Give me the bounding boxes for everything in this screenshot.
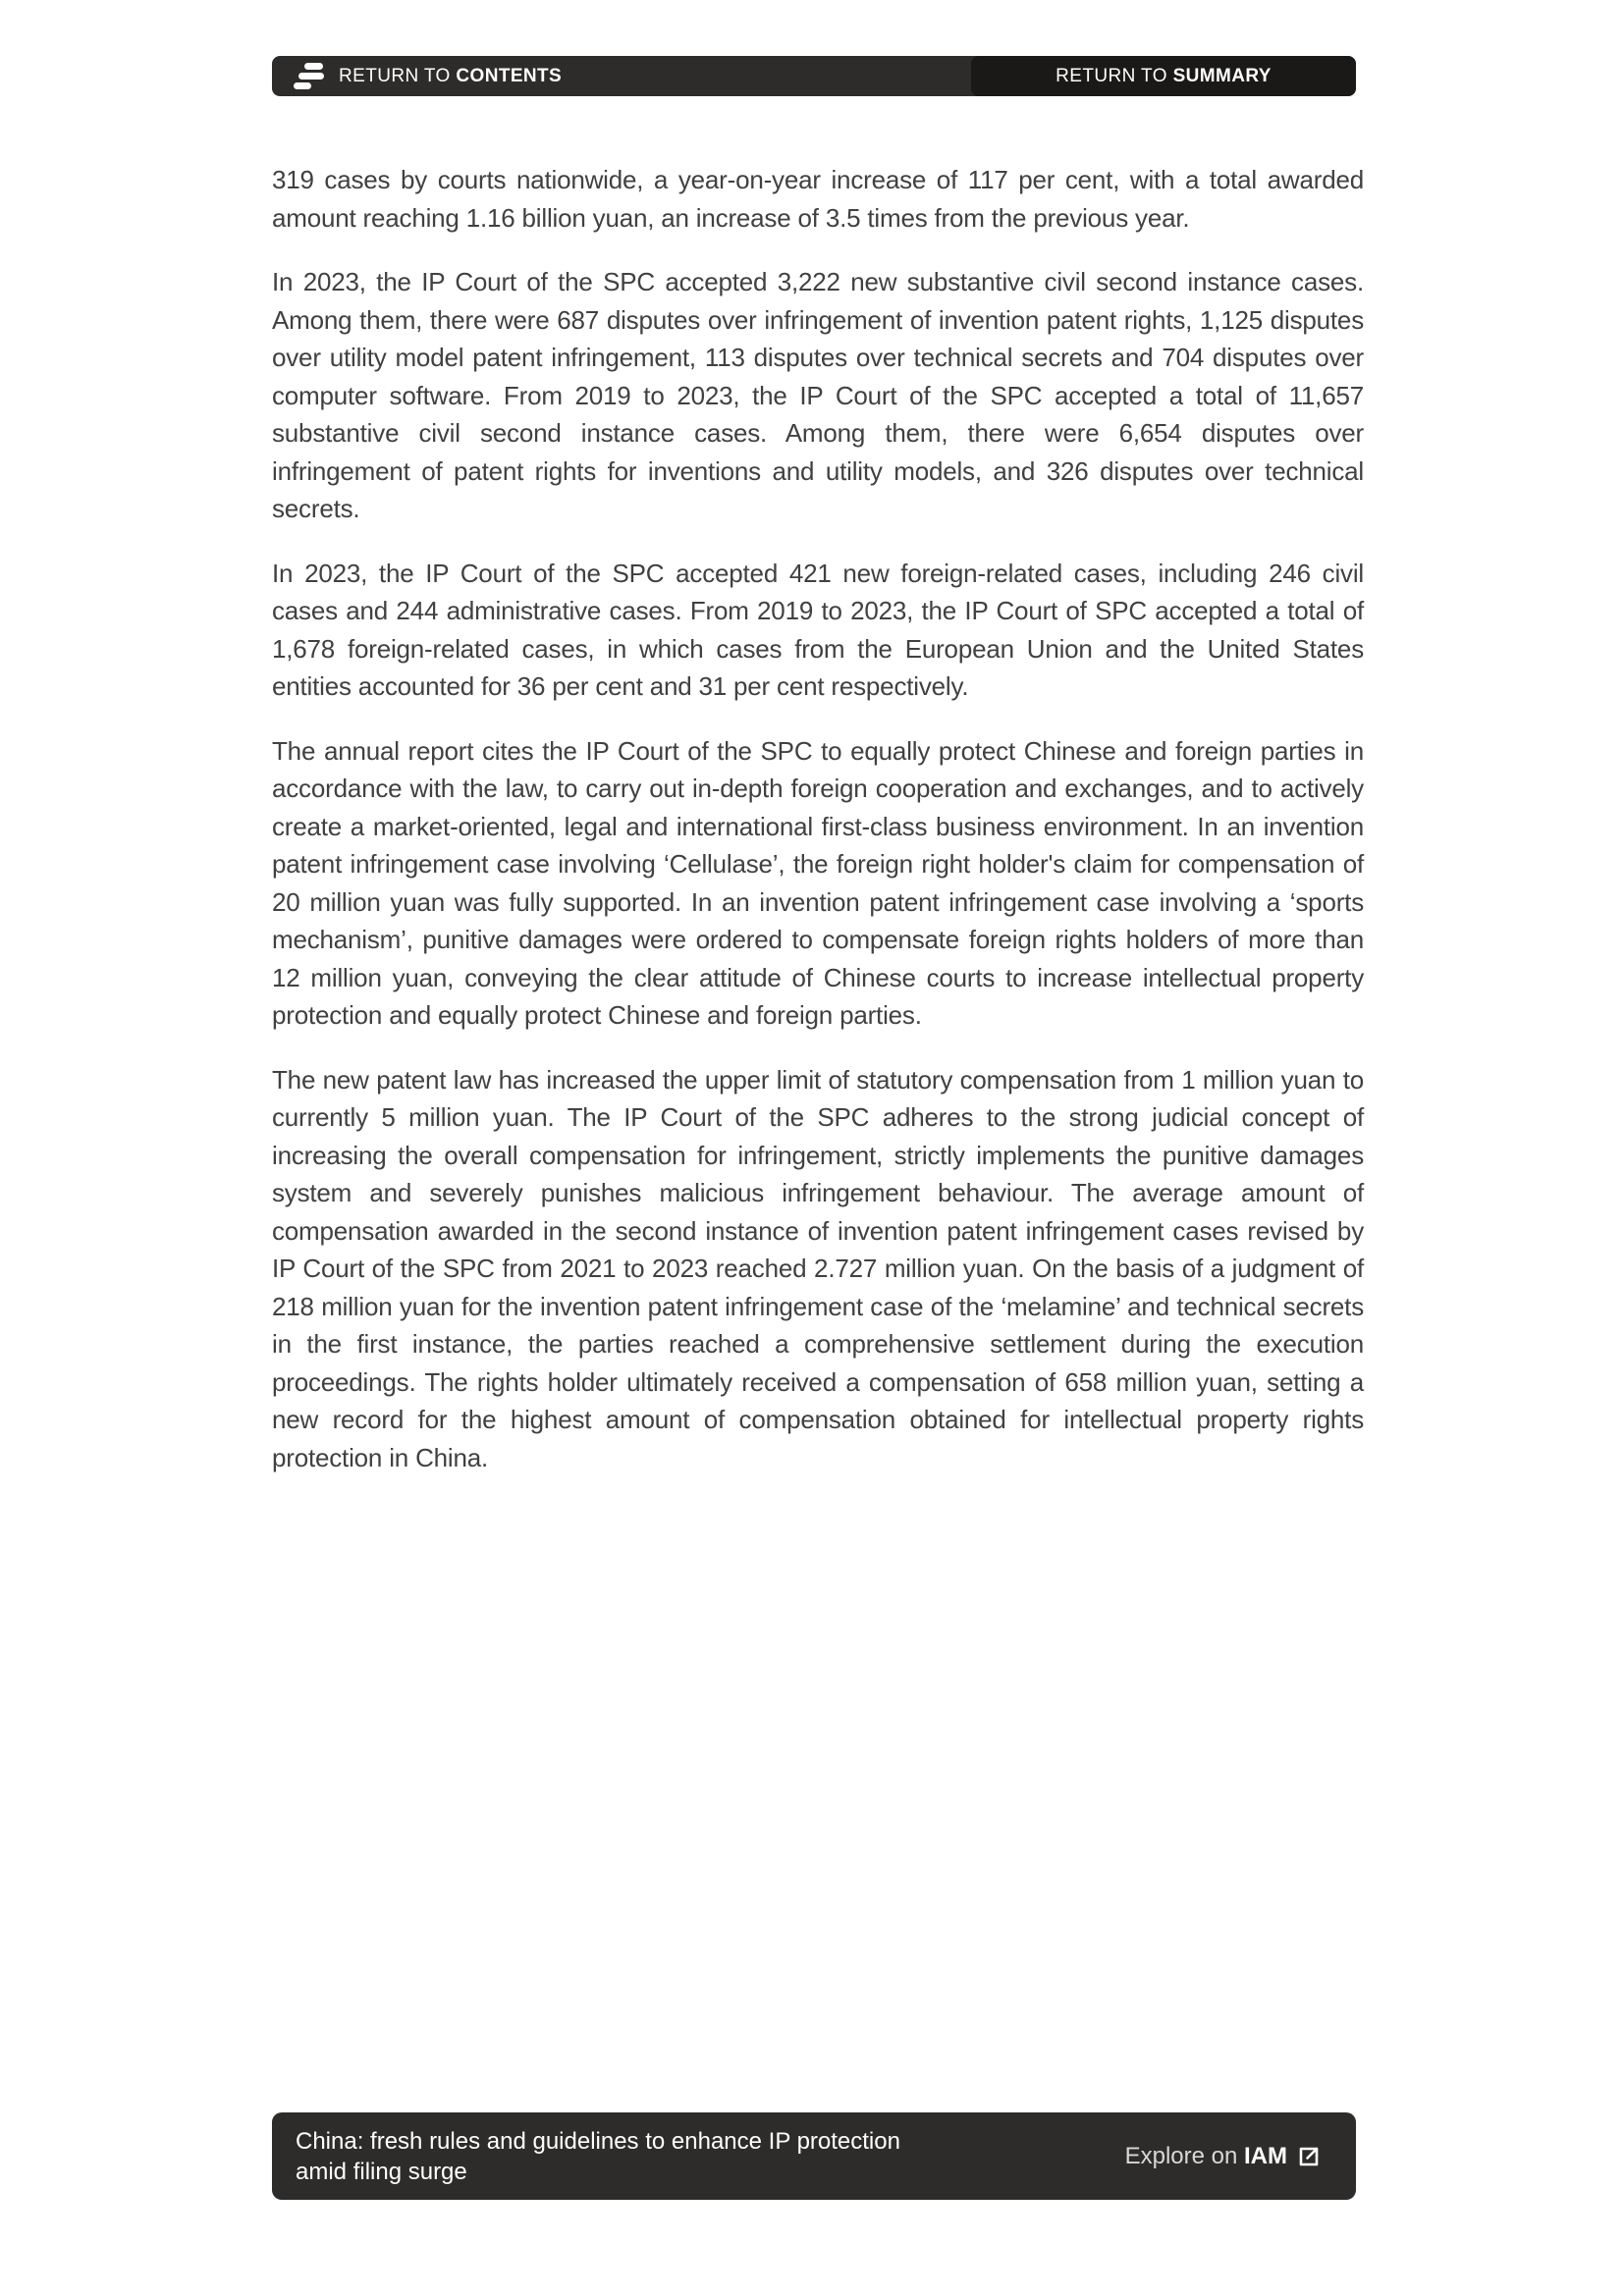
paragraph-new-patent-law: The new patent law has increased the upper limit of statutory compensation from 1 million yuan to currently 5 million yuan. The IP Court of the SPC adheres to the strong judicial concept of increasing the overall compensation for infringement, strictly implements the punitive damages system and severely punishes malicious infringement behaviour. The average amount of compensation awarded in the second instance of invention patent infringement cases revised by IP Court of the SPC from 2021 to 2023 reached 2.727 million yuan. On the basis of a judgment of 218 million yuan for the invention patent infringement case of the ‘melamine’ and technical secrets in the first instance, the parties reached a comprehensive settlement during the execution proceedings. The rights holder ultimately received a compensation of 658 million yuan, setting a new record for the highest amount of compensation obtained for intellectual property rights protection in China. bbox=[272, 1064, 1364, 1472]
paragraph-foreign-related-cases: In 2023, the IP Court of the SPC accepted 421 new foreign-related cases, including 246 civil cases and 244 administrative cases. From 2019 to 2023, the IP Court of SPC accepted a total of 1,678 foreign-related cases, in which cases from the European Union and the United States entities accounted for 36 per cent and 31 per cent respectively. bbox=[272, 558, 1364, 701]
paragraph-annual-report: The annual report cites the IP Court of the SPC to equally protect Chinese and foreign parties in accordance with the law, to carry out in-depth foreign cooperation and exchanges, and to actively create a market-oriented, legal and international first-class business environment. In an invention patent infringement case involving ‘Cellulase’, the foreign right holder's claim for compensation of 20 million yuan was fully supported. In an invention patent infringement case involving a ‘sports mechanism’, punitive damages were ordered to compensate foreign rights holders of more than 12 million yuan, conveying the clear attitude of Chinese courts to increase intellectual property protection and equally protect Chinese and foreign parties. bbox=[272, 735, 1364, 1030]
article-body bbox=[272, 161, 1364, 1503]
top-nav-bar bbox=[272, 56, 1356, 96]
explore-on-iam-label: Explore on IAM bbox=[1124, 2142, 1287, 2169]
explore-on-iam-link[interactable] bbox=[1125, 2143, 1321, 2170]
return-to-contents-label: RETURN TO CONTENTS bbox=[339, 65, 563, 86]
return-to-summary-button[interactable] bbox=[971, 56, 1356, 96]
footer-article-title: China: fresh rules and guidelines to enhance IP protection amid filing surge bbox=[296, 2127, 900, 2185]
menu-stack-icon bbox=[294, 63, 325, 89]
footer-bar bbox=[272, 2112, 1356, 2200]
paragraph-cases-nationwide: 319 cases by courts nationwide, a year-on-year increase of 117 per cent, with a total awarded amount reaching 1.16 billion yuan, an increase of 3.5 times from the previous year. bbox=[272, 165, 1364, 233]
return-to-contents-button[interactable] bbox=[272, 63, 562, 89]
paragraph-civil-second-instance: In 2023, the IP Court of the SPC accepted 3,222 new substantive civil second instance cases. Among them, there were 687 disputes over infringement of invention patent rights, 1,125 disputes over utility model patent infringement, 113 disputes over technical secrets and 704 disputes over computer software. From 2019 to 2023, the IP Court of the SPC accepted a total of 11,657 substantive civil second instance cases. Among them, there were 6,654 disputes over infringement of patent rights for inventions and utility models, and 326 disputes over technical secrets. bbox=[272, 267, 1364, 523]
return-to-summary-label: RETURN TO SUMMARY bbox=[1056, 65, 1272, 86]
external-link-icon bbox=[1297, 2145, 1321, 2168]
